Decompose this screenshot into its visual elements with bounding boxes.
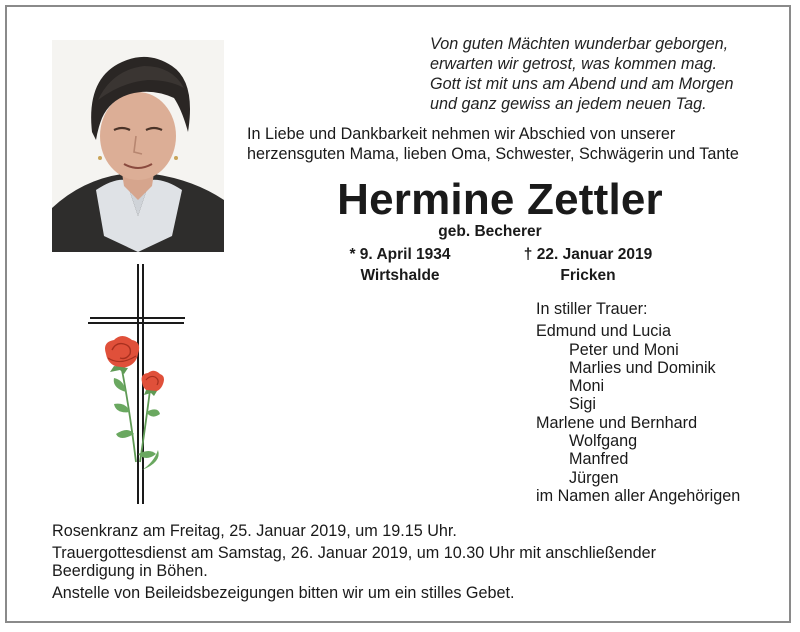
- poem-line: und ganz gewiss an jedem neuen Tag.: [430, 95, 707, 113]
- mourners-list: [536, 300, 786, 505]
- condolence-request: Anstelle von Beileidsbezeigungen bitten wir um ein stilles Gebet.: [52, 583, 515, 602]
- mourner-line: Marlene und Bernhard: [536, 413, 698, 432]
- mourners-heading: In stiller Trauer:: [536, 300, 648, 318]
- birth-place: Wirtshalde: [360, 267, 440, 284]
- death-info: [488, 244, 688, 286]
- mourner-line: Moni: [569, 377, 605, 396]
- mourner-line: Sigi: [569, 395, 596, 414]
- poem-line: erwarten wir getrost, was kommen mag.: [430, 55, 717, 73]
- poem: [430, 34, 790, 114]
- cross-with-roses: [80, 262, 190, 507]
- mourner-line: Manfred: [569, 450, 629, 469]
- mourner-line: Marlies und Dominik: [569, 358, 716, 377]
- rosary-info: Rosenkranz am Freitag, 25. Januar 2019, um 19.15 Uhr.: [52, 522, 457, 540]
- intro-line: herzensguten Mama, lieben Oma, Schwester, Schwägerin und Tante: [247, 145, 739, 163]
- birth-date: * 9. April 1934: [349, 246, 451, 263]
- poem-line: Gott ist mit uns am Abend und am Morgen: [430, 75, 734, 93]
- poem-line: Von guten Mächten wunderbar geborgen,: [430, 35, 729, 53]
- service-line-1: Trauergottesdienst am Samstag, 26. Januar 2019, um 10.30 Uhr mit anschließender: [52, 543, 657, 562]
- cross-icon: [80, 262, 190, 507]
- portrait-photo: [52, 40, 224, 252]
- intro-line: In Liebe und Dankbarkeit nehmen wir Abschied von unserer: [247, 125, 676, 143]
- mourner-line: Peter und Moni: [569, 340, 679, 359]
- birth-info: [300, 244, 500, 286]
- intro-text: [247, 124, 787, 164]
- service-info: [52, 522, 772, 602]
- portrait-image: [52, 40, 224, 252]
- service-line-2: Beerdigung in Böhen.: [52, 562, 208, 580]
- mourner-line: im Namen aller Angehörigen: [536, 486, 741, 505]
- mourner-line: Jürgen: [569, 468, 619, 487]
- death-place: Fricken: [560, 267, 616, 284]
- birth-name: geb. Becherer: [438, 223, 542, 240]
- death-date: † 22. Januar 2019: [523, 246, 653, 263]
- mourner-line: Edmund und Lucia: [536, 322, 671, 341]
- mourner-line: Wolfgang: [569, 432, 638, 451]
- deceased-name: Hermine Zettler: [337, 175, 663, 224]
